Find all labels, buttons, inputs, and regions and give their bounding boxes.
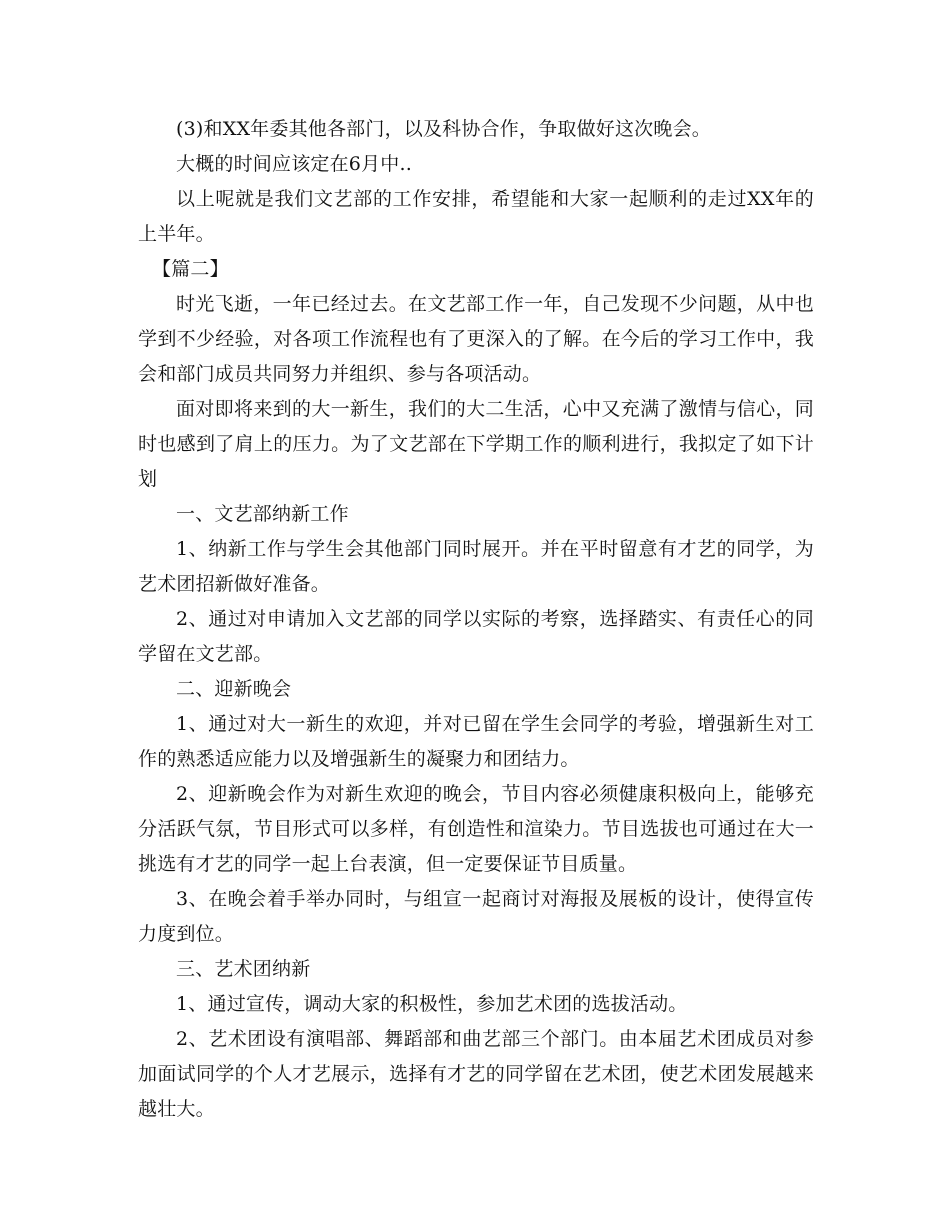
list-item-welcome-1: 1、通过对大一新生的欢迎，并对已留在学生会同学的考验，增强新生对工作的熟悉适应能力以及增强新生的凝聚力和团结力。 [138,713,814,770]
list-item-welcome-3: 3、在晚会着手举办同时，与组宣一起商讨对海报及展板的设计，使得宣传力度到位。 [138,888,814,945]
document-body [138,112,814,1127]
paragraph-intro: 时光飞逝，一年已经过去。在文艺部工作一年，自己发现不少问题，从中也学到不少经验，对各项工作流程也有了更深入的了解。在今后的学习工作中，我会和部门成员共同努力并组织、参与各项活动。 [138,293,814,385]
paragraph-plan-intro: 面对即将来到的大一新生，我们的大二生活，心中又充满了激情与信心，同时也感到了肩上的压力。为了文艺部在下学期工作的顺利进行，我拟定了如下计划 [138,398,814,490]
list-item-recruitment-1: 1、纳新工作与学生会其他部门同时展开。并在平时留意有才艺的同学，为艺术团招新做好准备。 [138,538,814,595]
list-item-art-1: 1、通过宣传，调动大家的积极性，参加艺术团的选拔活动。 [176,993,688,1015]
heading-welcome-party: 二、迎新晚会 [176,678,292,700]
section-heading-part-two: 【篇二】 [152,258,229,280]
list-item-welcome-2: 2、迎新晚会作为对新生欢迎的晚会，节目内容必须健康积极向上，能够充分活跃气氛，节目形式可以多样，有创造性和渲染力。节目选拔也可通过在大一挑选有才艺的同学一起上台表演，但一定要保证节目质量。 [138,783,814,875]
list-item-art-2: 2、艺术团设有演唱部、舞蹈部和曲艺部三个部门。由本届艺术团成员对参加面试同学的个人才艺展示，选择有才艺的同学留在艺术团，使艺术团发展越来越壮大。 [138,1028,814,1120]
list-item-recruitment-2: 2、通过对申请加入文艺部的同学以实际的考察，选择踏实、有责任心的同学留在文艺部。 [138,608,814,665]
paragraph-summary: 以上呢就是我们文艺部的工作安排，希望能和大家一起顺利的走过XX年的上半年。 [138,188,814,245]
paragraph-cooperation: (3)和XX年委其他各部门，以及科协合作，争取做好这次晚会。 [176,118,711,140]
heading-art-troupe: 三、艺术团纳新 [176,958,311,980]
heading-recruitment: 一、文艺部纳新工作 [176,503,349,525]
paragraph-timing: 大概的时间应该定在6月中.. [176,153,412,175]
